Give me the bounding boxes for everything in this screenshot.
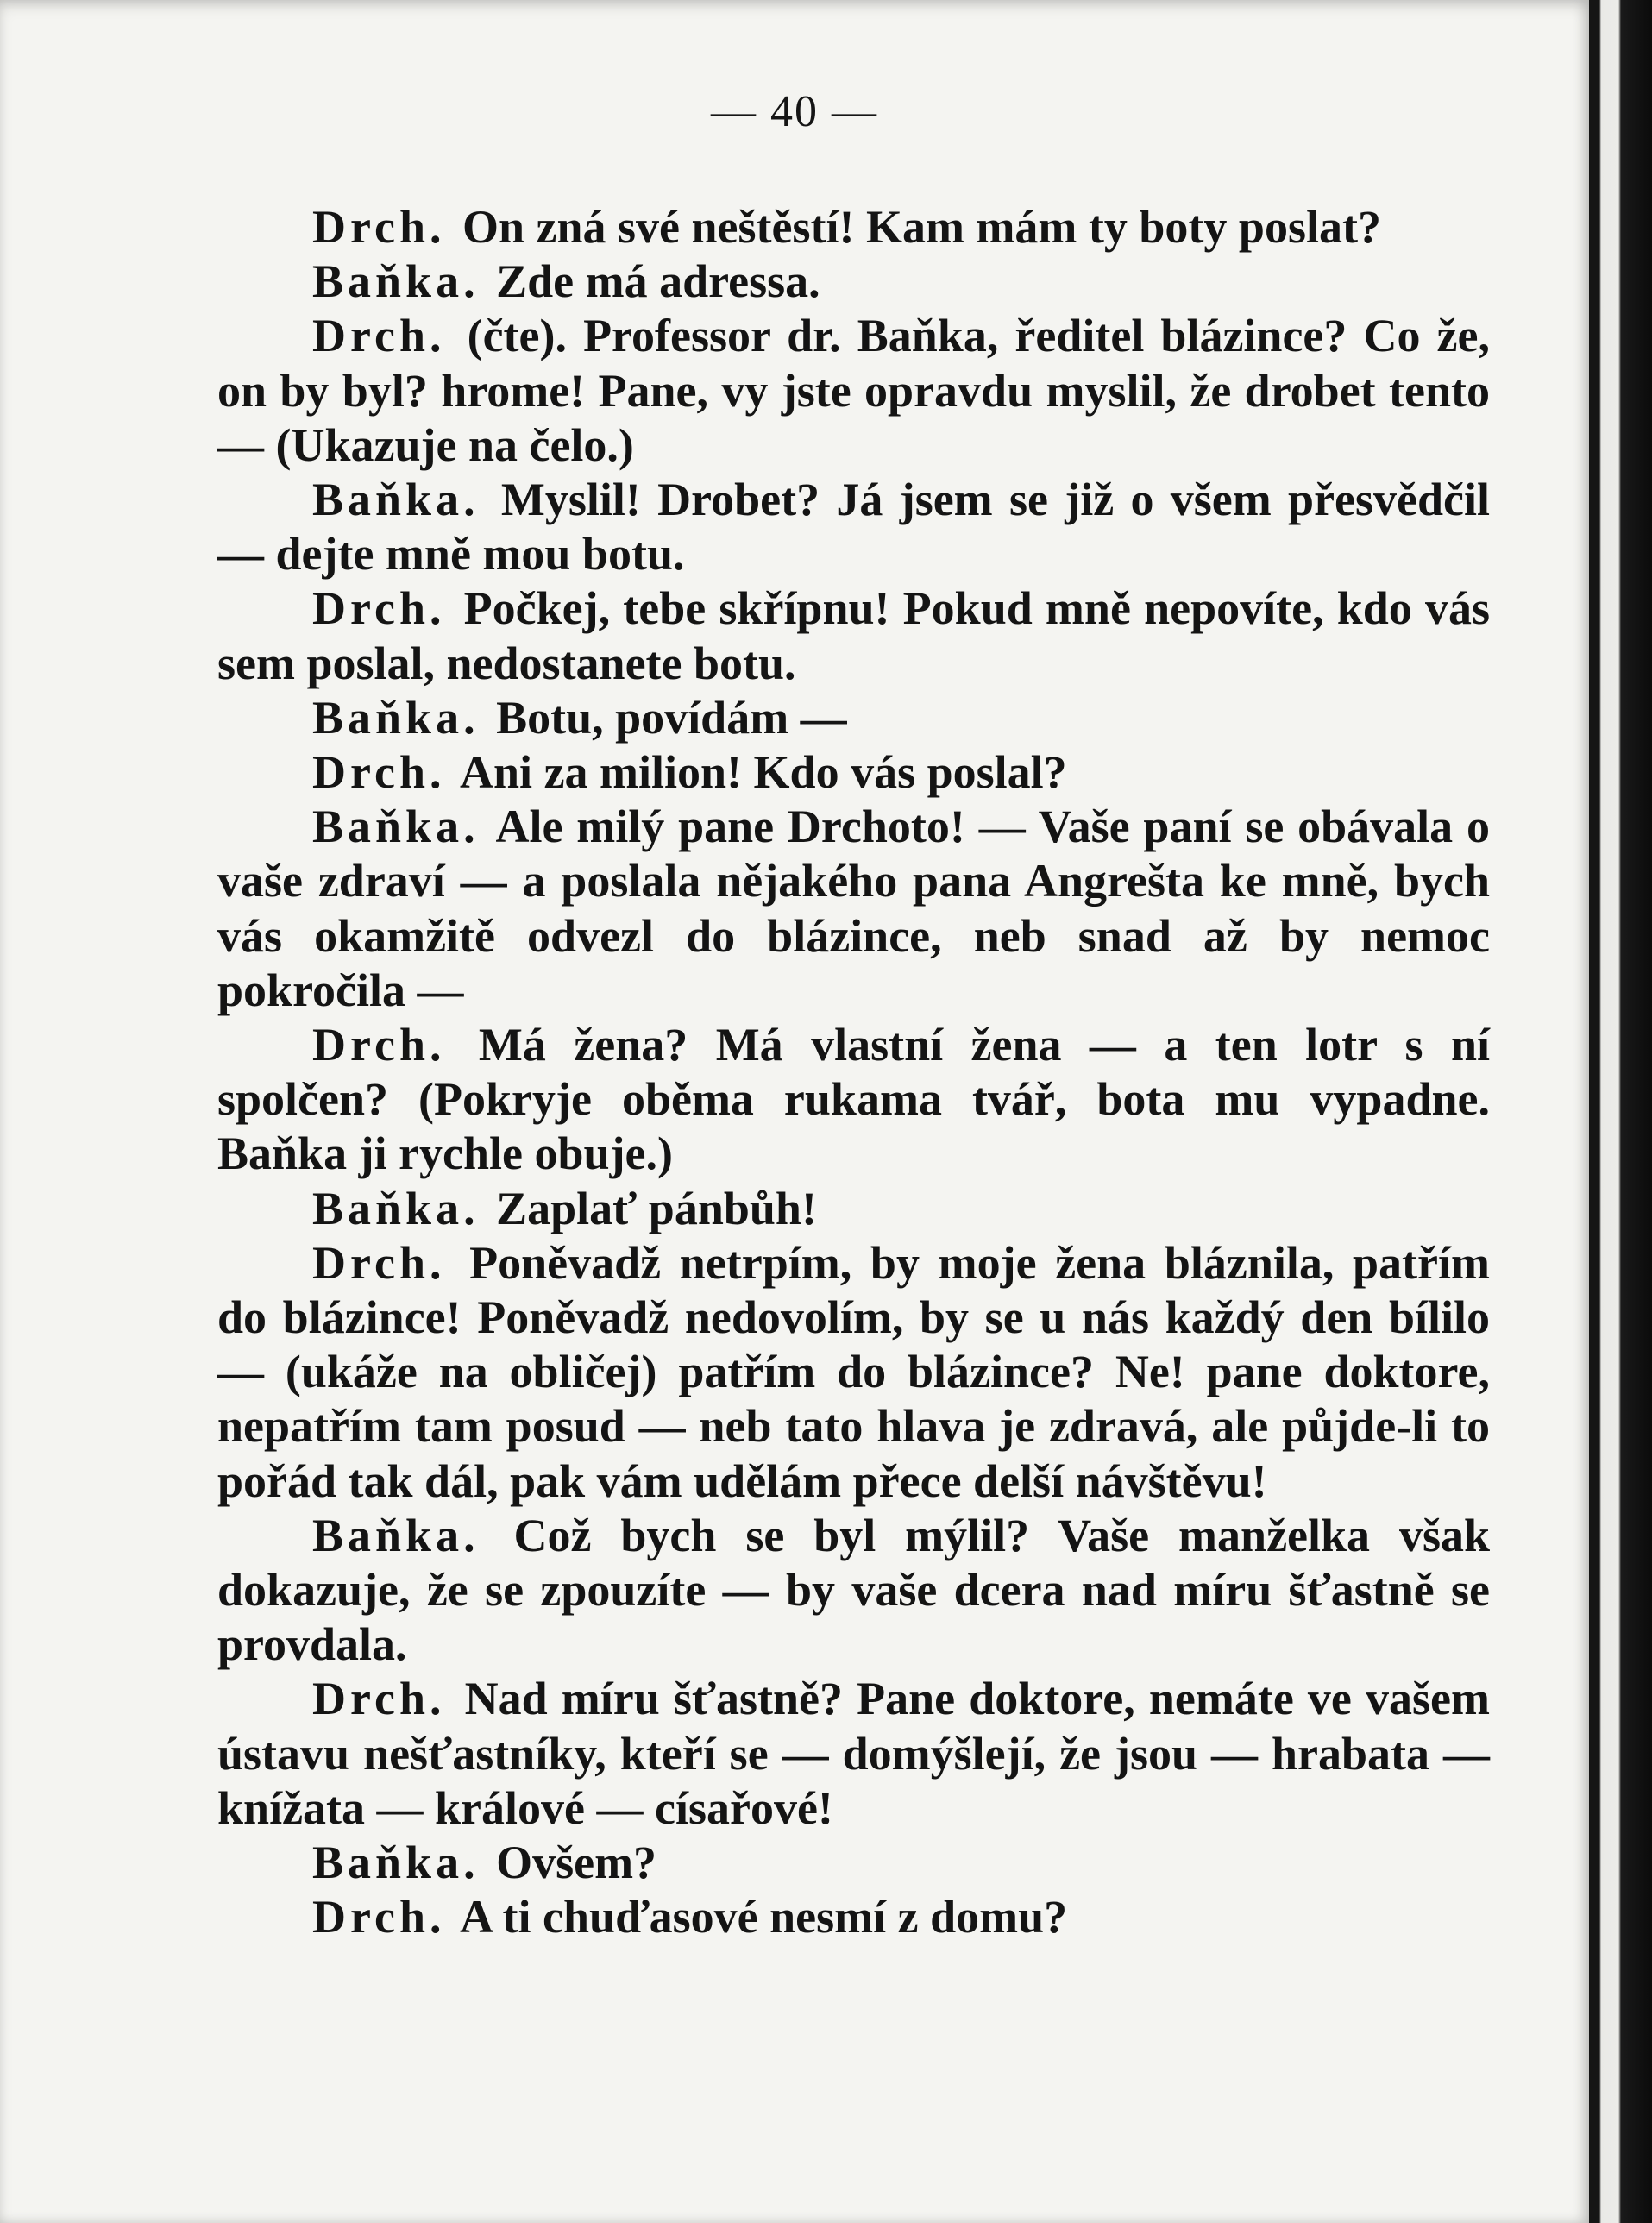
page-number: — 40 —: [711, 87, 878, 136]
dialogue-text: Nad míru šťastně? Pane doktore, nemáte ve vašem ústavu nešťastníky, kteří se — domýšlejí, že jsou — hrabata — knížata — králové — císařové!: [217, 1673, 1490, 1834]
speaker-name: Baňka.: [312, 1182, 480, 1234]
speaker-name: Drch.: [312, 582, 446, 635]
dialogue-text: Ani za milion! Kdo vás poslal?: [460, 746, 1067, 799]
dialogue-text: Počkej, tebe skřípnu! Pokud mně nepovíte, kdo vás sem poslal, nedostanete botu.: [217, 582, 1490, 689]
speaker-name: Drch.: [312, 1236, 446, 1289]
dialogue-text: Což bych se byl mýlil? Vaše manželka však dokazuje, že se zpouzíte — by vaše dcera nad míru šťastně se provdala.: [217, 1509, 1490, 1671]
paragraph: [217, 473, 1490, 581]
speaker-name: Drch.: [312, 1891, 446, 1944]
paragraph: [217, 1018, 1490, 1182]
paragraph: [217, 1836, 1490, 1890]
dialogue-text: (čte). Professor dr. Baňka, ředitel blázince? Co že, on by byl? hrome! Pane, vy jste opravdu myslil, že drobet tento — (Ukazuje na čelo.): [217, 310, 1490, 471]
dialogue-text: On zná své neštěstí! Kam mám ty boty poslat?: [462, 201, 1381, 253]
paragraph: [217, 581, 1490, 690]
speaker-name: Drch.: [312, 310, 446, 362]
dialogue-text: Ale milý pane Drchoto! — Vaše paní se obávala o vaše zdraví — a poslala nějakého pana Angrešta ke mně, bych vás okamžitě odvezl do blázince, neb snad až by nemoc pokročila —: [217, 801, 1490, 1016]
paragraph: [217, 1182, 1490, 1236]
dialogue-text: Ovšem?: [496, 1837, 657, 1889]
paragraph: [217, 1509, 1490, 1673]
page-text: [217, 200, 1490, 1945]
dialogue-text: Myslil! Drobet? Já jsem se již o všem přesvědčil — dejte mně mou botu.: [217, 474, 1491, 581]
speaker-name: Baňka.: [312, 1509, 480, 1561]
dialogue-text: Má žena? Má vlastní žena — a ten lotr s ní spolčen? (Pokryje oběma rukama tvář, bota mu vypadne. Baňka ji rychle obuje.): [217, 1019, 1490, 1180]
dialogue-text: Zaplať pánbůh!: [496, 1182, 817, 1234]
dialogue-text: Botu, povídám —: [496, 691, 847, 744]
paragraph: [217, 1672, 1490, 1836]
dialogue-text: Zde má adressa.: [496, 255, 820, 308]
paragraph: [217, 1890, 1490, 1944]
paragraph: [217, 745, 1490, 800]
speaker-name: Drch.: [312, 746, 446, 799]
paragraph: [217, 254, 1490, 309]
speaker-name: Drch.: [312, 201, 446, 253]
speaker-name: Baňka.: [312, 474, 480, 526]
paragraph: [217, 800, 1490, 1018]
paragraph: [217, 691, 1490, 745]
paragraph: [217, 200, 1490, 254]
speaker-name: Baňka.: [312, 1837, 480, 1889]
binding-edge: [1589, 0, 1652, 2223]
paragraph: [217, 309, 1490, 473]
speaker-name: Drch.: [312, 1019, 446, 1071]
speaker-name: Drch.: [312, 1673, 446, 1725]
dialogue-text: A ti chuďasové nesmí z domu?: [460, 1891, 1068, 1944]
speaker-name: Baňka.: [312, 801, 480, 853]
speaker-name: Baňka.: [312, 691, 480, 744]
speaker-name: Baňka.: [312, 255, 480, 308]
dialogue-text: Poněvadž netrpím, by moje žena bláznila, patřím do blázince! Poněvadž nedovolím, by se u nás každý den bílilo — (ukáže na obličej) patřím do blázince? Ne! pane doktore, nepatřím tam posud — neb tato hlava je zdravá, ale půjde-li to pořád tak dál, pak vám udělám přece delší návštěvu!: [217, 1236, 1490, 1507]
paragraph: [217, 1236, 1490, 1509]
